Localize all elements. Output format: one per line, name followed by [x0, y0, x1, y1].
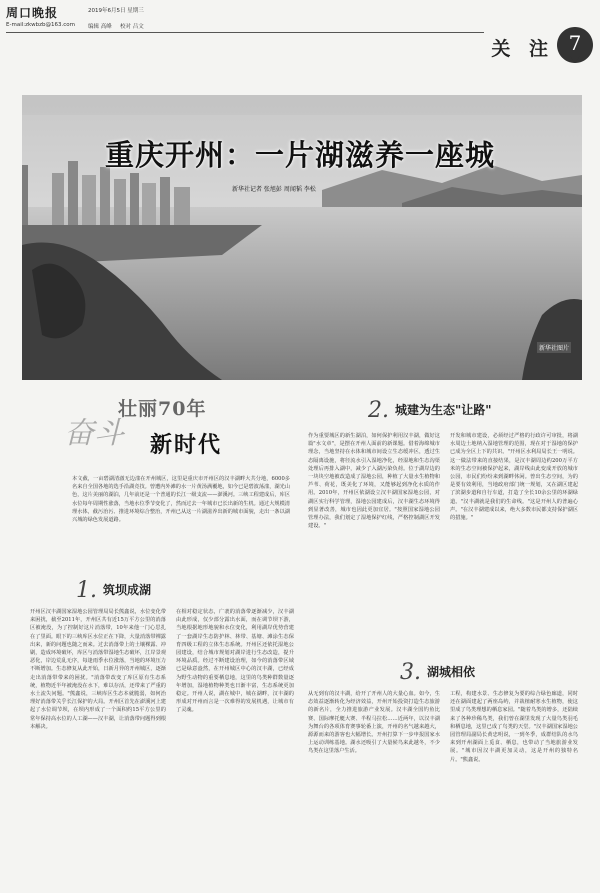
issue-date: 2019年6月5日 星期三	[88, 8, 144, 14]
section-2-column-2: 开发和城市建设，必须经过严格的行政许可审批，将湖水周边土地纳入湿地管理的范围，现在对于湿地的保护已成为全区上下的共识。"开州区水利局局长王一明说。这一做法带来的直接结果，是汉丰湖周边约200万平方米的生态空间被保护起来，湖岸线由此变成开放的城市公园，市民们纷纷来到湖畔休闲。曾出生态空间，为的是要有效利用，当地政府部门统一规划，又在湖区建起了滨湖步道和自行车道，打造了全长10余公里的环湖绿道。"汉丰湖就是我们的生命线。"这是开州人的普遍心声。"在汉丰湖建成以来，绝大多数市民都支持保护湖区的措施。"	[450, 433, 578, 522]
section-1-column-2: 在相对稳定状态，广袤的消落带逐渐减少，汉丰湖由此形成，仅少部分露出水面，而在调节坝下游，当地根据地形地貌和水位变化，利用湖岸优势营建了一套湖岸生态防护林、林带、基塘、滩涂生态保育四级工程的立体生态系统。开州区还依托湿地公园建设，结合城市规划对湖岸进行生态改造，提升环境品质。经过不断建设治理，如今的消落带区域已是绿意盎然，在开州城区中心的汉丰湖，已经成为野生动物的重要栖息地，这里的鸟类种群数量逐年增加，湿地植物种类也日渐丰富，生态系统更加稳定。开州人说，湖在城中，城在湖畔，汉丰湖的形成对开州而言是一次难得的发展机遇，让城市有了灵魂。	[176, 609, 294, 714]
section-3-heading	[400, 660, 475, 685]
section-1-number: 1.	[76, 578, 97, 603]
section-2-number: 2.	[368, 398, 389, 423]
lead-paragraph: 本文截，一亩碧湖清澈无边漾在开州城区，这里是重庆市开州区的汉丰湖畔大共分地，6000多名来自全国各地的选手沿湖竞技。曾遭内外滩的水一片黄汤满覆地，如今已是碧波荡漾，湖光山色，这片美丽的湖泊，几年前还是一个普通的长江一级支流——澎溪河。三峡工程建成后，库区水位每年周期性涨落，当地水位季节变化了，然而过去一年城市已长出新的生机。通过大规模清理水体，截污治污、推进环境综合整治，开州已从这一片湖滋养出新的城市面貌，走出一条以湖兴城的绿色发展道路。	[72, 476, 290, 524]
section-3-title: 湖城相依	[427, 665, 476, 679]
section-2-title: 城建为生态"让路"	[395, 403, 492, 417]
editor-credit: 编辑 高峰	[88, 24, 112, 30]
header-divider	[6, 32, 484, 33]
campaign-tag-70years: 壮丽70年	[118, 398, 207, 420]
section-1-heading	[76, 578, 151, 603]
page-number: 7	[568, 31, 582, 55]
section-3-column-2: 工程，构建水景、生态修复为要的综合绿色廊道，同时还在湖面建起了两座岛屿，并栽植耐寒水生植物，使这里成了鸟类理想的栖息家园。"随着鸟类的增多，还陆续来了各种珍稀鸟类，我们曾在湖里发现了大量鸟类羽毛和栖息地，这里已成了鸟类的天堂。"汉丰湖国家湿地公园管理局副局长黄忠明说，一到冬季，成群结队的水鸟来到开州湖面上觅食、栖息，也带动了当地旅游业发展。"城市因汉丰湖更加灵动，这是开州的独特名片。"熊鑫说。	[450, 691, 578, 763]
section-2-column-1: 作为重要城区的新生湖泊，如何保护利用汉丰湖，做好这篇"水文章"，是摆在开州人面前的新课题。借着海绵城市理念，当地坚持在水体和城市间设立生态缓冲区，透过生态隔离设施，将径流水引入湿地净化，经湿地和生态沟渠处理后再排入湖中，减少了入湖污染负荷。位于湖岸边的一块块空地被改造成了湿地公园，种植了大量水生植物和芦苇、荷花，既美化了环境，又能够起到净化水质的作用。2010年，开州区依湖设立汉丰湖国家湿地公园，对湖区实行科学管理，湿地公园建成后，汉丰湖生态环境得到显著改善，城市也因此更加宜居。"按照国家湿地公园管理办法，我们划定了湿地保护红线，严格控制湖区开发建设。"	[308, 433, 440, 530]
feature-headline: 重庆开州：一片湖滋养一座城	[104, 138, 495, 172]
proofreader-credit: 校对 吕文	[120, 24, 144, 30]
photo-credit: 新华社图片	[537, 342, 571, 353]
campaign-tag-new-era: 新时代	[150, 432, 223, 458]
feature-byline: 新华社记者 张旭彭 周闻韬 李松	[232, 186, 316, 193]
contact-email: E-mail:zkwbzb@163.com	[6, 22, 76, 28]
section-1-title: 筑坝成湖	[103, 583, 152, 597]
campaign-tag-script: 奋斗	[64, 416, 124, 451]
section-3-number: 3.	[400, 660, 421, 685]
section-name: 关 注	[491, 38, 554, 60]
section-2-heading	[368, 398, 492, 423]
page-number-badge	[556, 26, 594, 64]
section-1-column-1: 开州区汉丰湖国家湿地公园管理局局长熊鑫说，水位变化带来困扰，截至2011年，开州区共有近15万平方公里的消落区被淹没，为了控制好这片消落带，10年来他一门心思扎在了里面。眼下的三峡库区水位正在下降，大量消落带裸露出来，新的问题也随之而来。过去消落带上的土壤裸露、冲刷，造成环境破坏，库区与消落带湿地生态破坏，江岸景观恶化，岸边荒乱无序，每逢雨季水位涨落，当地的环境压力不断增加。生态修复从此开始，日新月异的开州城区，逐渐走出消落带带来的困扰。"消落带改变了库区原有生态系统，植物近半年被淹没在水下，难以存活，还带来了严重的水土流失问题。"熊鑫说，三峡库区生态本就脆弱，如何治理好消落带关乎长江保护的大局。开州区首先在澎溪河上建起了水位调节坝，在坝内形成了一个面积约15平方公里的常年保持高水位的人工湖——汉丰湖，让消落带问题得到根本解决。	[30, 609, 166, 730]
section-3-column-1: 从无到有的汉丰湖，给开了开州人的大量心血。如今，生态效益逐渐转化为经济效益，开州开始投资打造生态旅游的新名片，全力推进旅游产业发展。汉丰湖全国钓鱼比赛、国际摩托艇大赛、半程马拉松……近两年，以汉丰湖为舞台的各项体育赛事轮番上演，开州的名气越来越大，源源而来的游客也大幅增长。开州打算下一步申报国家水上运动训练基地。湖水还吸引了大量候鸟来此越冬，不少鸟类在这里落户生活。	[308, 691, 440, 755]
masthead-logo: 周口晚报	[6, 6, 59, 20]
